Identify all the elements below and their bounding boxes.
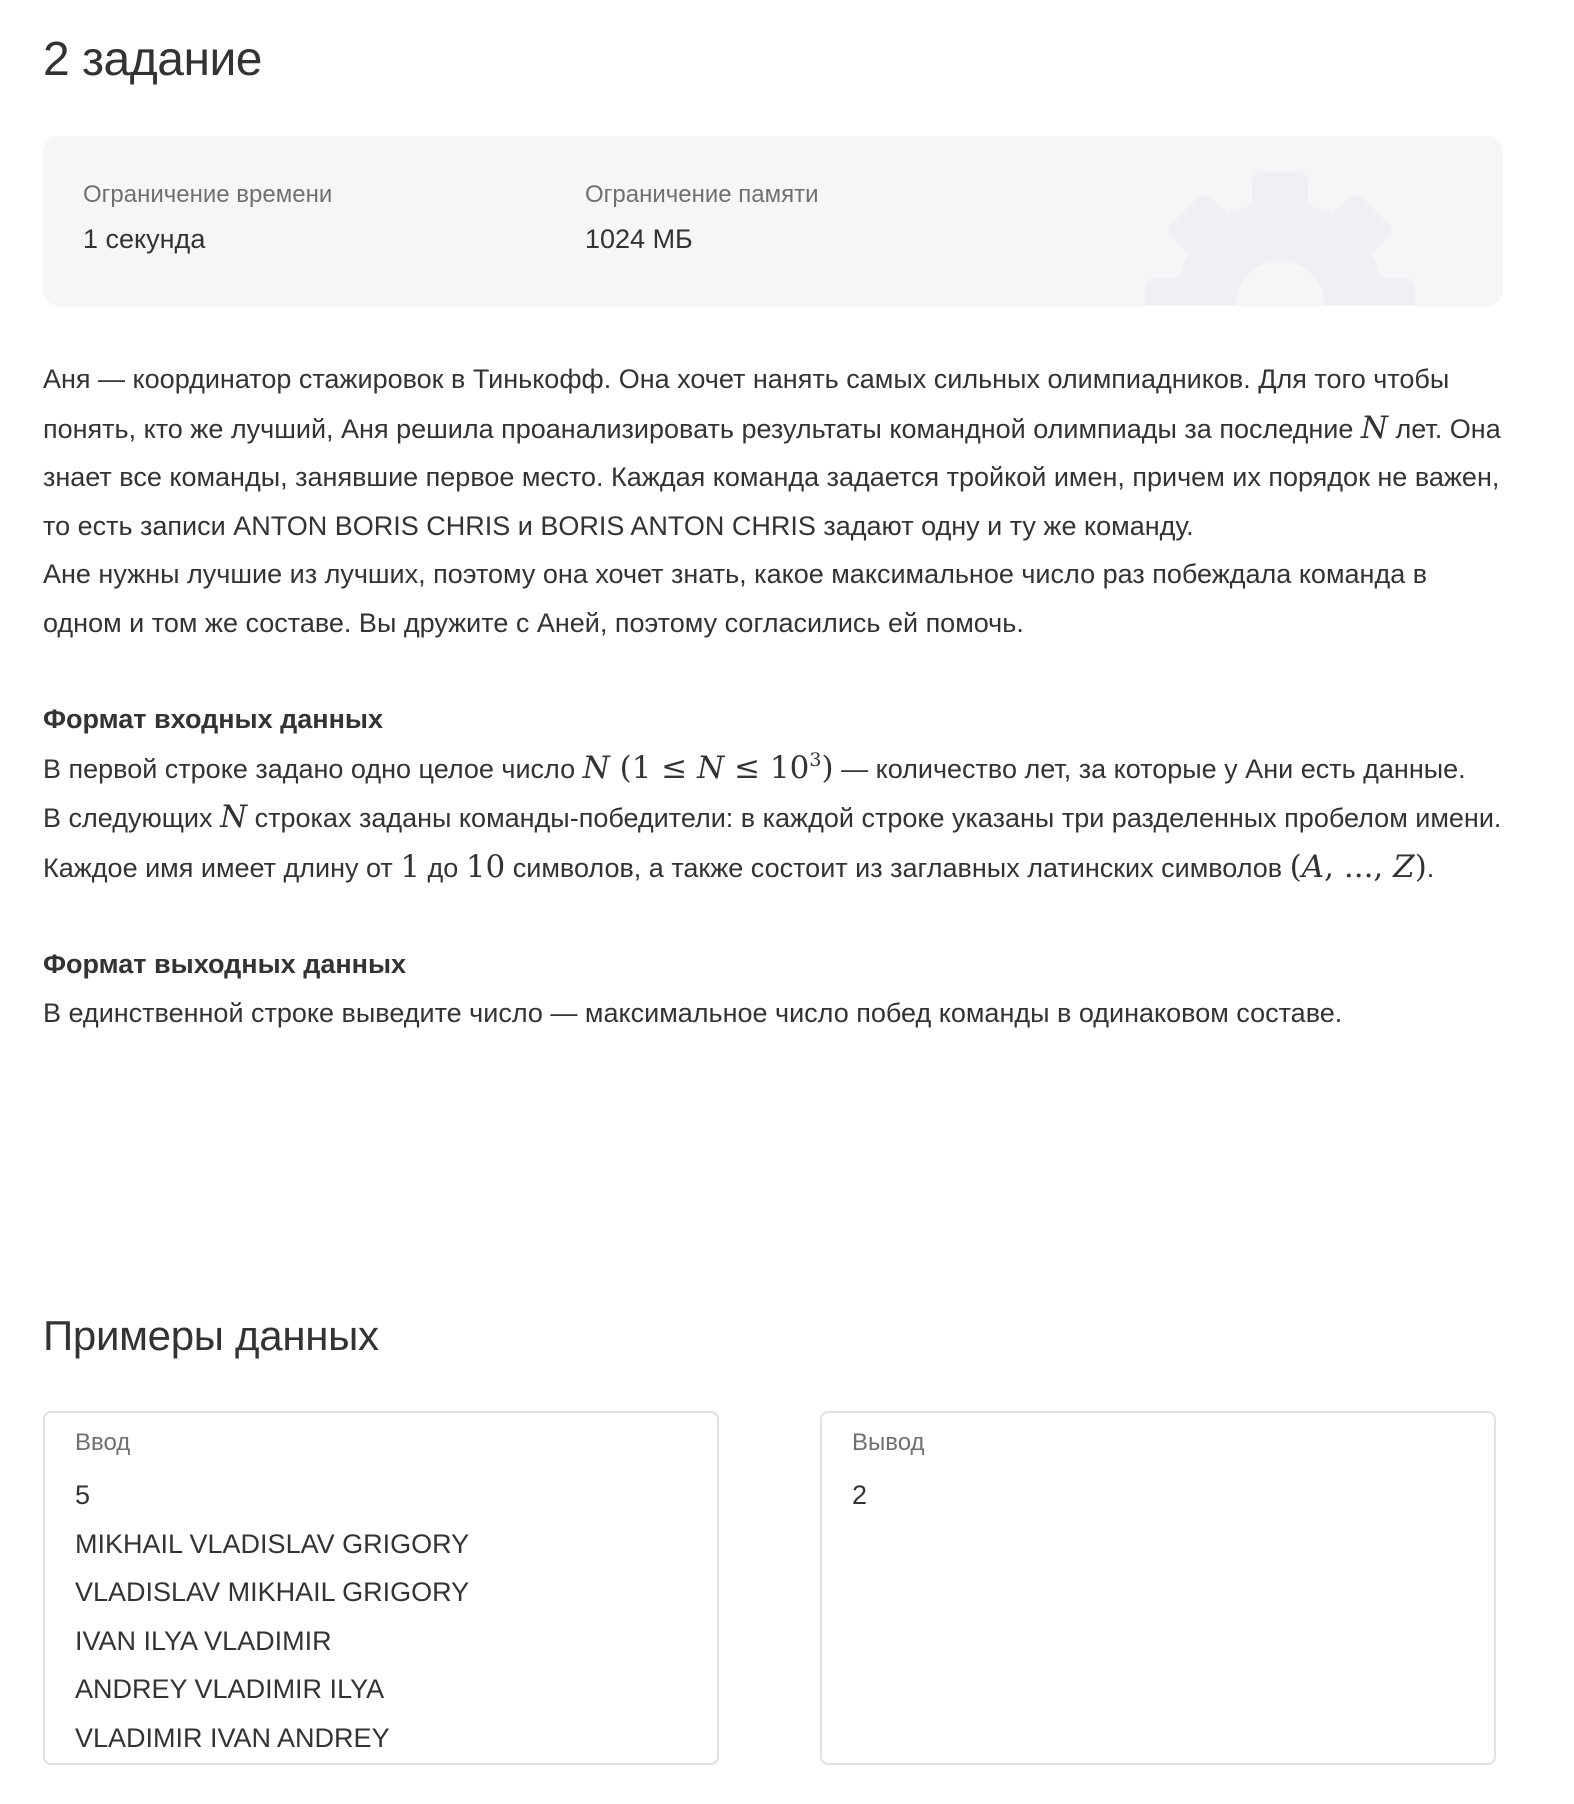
gear-icon xyxy=(1130,156,1430,306)
input-format-text: В первой строке задано одно целое число xyxy=(43,753,583,784)
math-text: ( xyxy=(1289,848,1302,885)
math-var-n: N xyxy=(697,749,725,786)
input-format-text: — количество лет, за которые у Ани есть данные. xyxy=(833,753,1466,784)
input-format-text: строках заданы команды-победители: в каждой строке указаны три разделенных пробелом имени. Каждое имя имеет длину от xyxy=(43,803,1502,883)
example-input-line: 5 xyxy=(75,1480,91,1510)
statement-text: Аня — координатор стажировок в Тинькофф. Она хочет нанять самых сильных олимпиадников. Для того чтобы понять, кто же лучший, Аня решила проанализировать результаты командной олимпиады за последние xyxy=(43,364,1450,444)
math-range xyxy=(1290,849,1427,885)
example-input-line: VLADISLAV MIKHAIL GRIGORY xyxy=(75,1577,470,1607)
statement-paragraph-1 xyxy=(43,355,1503,550)
example-input-line: ANDREY VLADIMIR ILYA xyxy=(75,1674,385,1704)
math-exponent: 3 xyxy=(809,748,822,771)
example-input-box[interactable] xyxy=(43,1411,719,1765)
example-input-lines xyxy=(75,1471,469,1762)
math-var-n: N xyxy=(582,749,610,786)
example-output-box[interactable] xyxy=(820,1411,1496,1765)
math-var-a: A xyxy=(1301,848,1325,885)
math-text: (1 ≤ xyxy=(609,749,698,786)
math-number: 1 xyxy=(400,848,421,885)
examples-title: Примеры данных xyxy=(43,1312,379,1359)
math-text: ) xyxy=(821,749,834,786)
output-format-heading: Формат выходных данных xyxy=(43,949,407,979)
math-number: 10 xyxy=(465,848,506,885)
example-input-line: IVAN ILYA VLADIMIR xyxy=(75,1625,332,1656)
statement-text: лет. Она знает все команды, занявшие первое место. Каждая команда задается тройкой имен, причем их порядок не важен, то есть записи ANTON BORIS CHRIS и BORIS ANTON CHRIS задают одну и ту же команду. xyxy=(43,413,1501,541)
statement-paragraph-2: Ане нужны лучшие из лучших, поэтому она хочет знать, какое максимальное число раз побеждала команда в одном и том же составе. Вы дружите с Аней, поэтому согласились ей помочь. xyxy=(43,559,1428,638)
example-input-line: MIKHAIL VLADISLAV GRIGORY xyxy=(75,1528,470,1559)
input-format-text: символов, а также состоит из заглавных латинских символов xyxy=(505,852,1290,883)
math-text: ≤ 10 xyxy=(724,749,810,786)
memory-limit xyxy=(585,179,819,257)
limits-panel xyxy=(43,136,1503,306)
input-format-line-1 xyxy=(43,744,1503,794)
page-title: 2 задание xyxy=(43,33,262,86)
problem-statement xyxy=(43,355,1503,1037)
input-format-heading: Формат входных данных xyxy=(43,704,383,734)
math-constraint xyxy=(610,750,834,786)
time-limit-value: 1 секунда xyxy=(83,224,206,254)
example-output-lines xyxy=(852,1471,867,1520)
math-var-n: N xyxy=(220,799,248,835)
input-format-text: В следующих xyxy=(43,803,220,833)
memory-limit-label: Ограничение памяти xyxy=(585,181,819,208)
math-text: , ..., xyxy=(1324,848,1394,885)
example-input-label: Ввод xyxy=(75,1429,131,1456)
time-limit-label: Ограничение времени xyxy=(83,181,333,208)
time-limit xyxy=(83,179,332,257)
input-format-text: . xyxy=(1426,852,1435,883)
example-output-line: 2 xyxy=(852,1480,868,1510)
math-text: ) xyxy=(1414,848,1427,885)
input-format-text: до xyxy=(420,852,466,883)
output-format-text: В единственной строке выведите число — максимальное число побед команды в одинаковом составе. xyxy=(43,997,1343,1028)
memory-limit-value: 1024 МБ xyxy=(585,224,693,254)
example-input-line: VLADIMIR IVAN ANDREY xyxy=(75,1722,390,1753)
input-format-line-2 xyxy=(43,793,1503,892)
math-var-z: Z xyxy=(1393,848,1415,885)
math-var-n: N xyxy=(1360,409,1389,446)
example-output-label: Вывод xyxy=(852,1429,925,1456)
